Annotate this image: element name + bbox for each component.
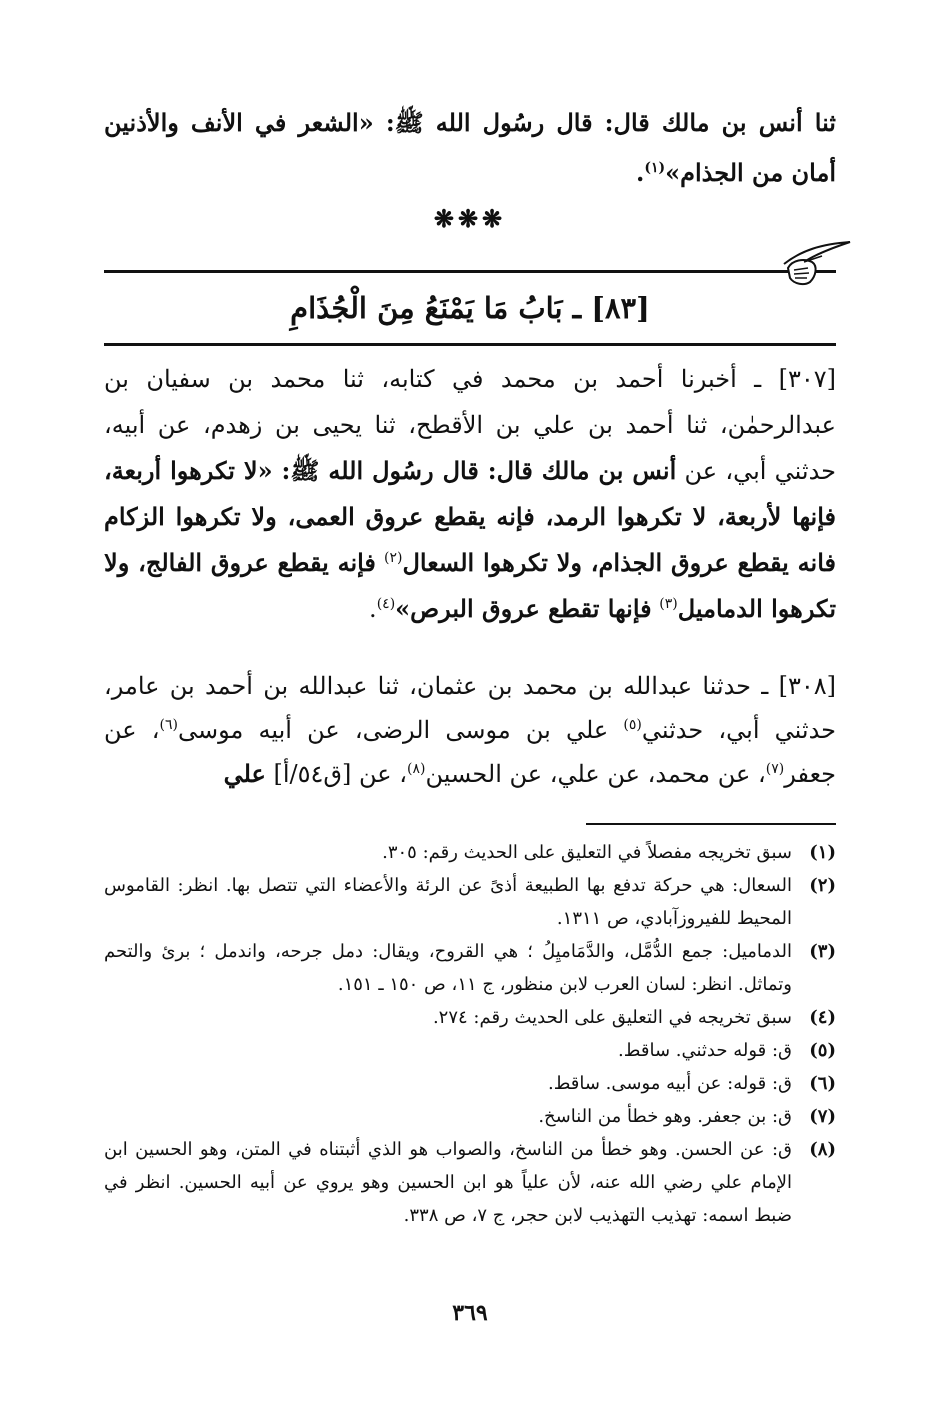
footnote-number: (٣)	[809, 941, 836, 962]
footnote-text: ق: قوله حدثني. ساقط.	[618, 1040, 792, 1061]
page-number: ٣٦٩	[452, 1300, 488, 1326]
footnote-ref-2: (٢)	[384, 550, 403, 566]
footnote-ref-7: (٧)	[765, 761, 785, 777]
footnote-ref-6: (٦)	[159, 717, 178, 733]
section-separator: ❋❋❋	[433, 204, 507, 233]
footnote-number: (٦)	[809, 1073, 836, 1094]
hadith-308-isnad-2: علي بن موسى الرضى، عن أبيه موسى	[177, 716, 609, 744]
footnote-item	[104, 1067, 836, 1100]
chapter-top-rule	[104, 270, 836, 273]
footnote-ref-3: (٣)	[659, 596, 678, 612]
intro-text: ثنا أنس بن مالك قال: قال رسُول الله ﷺ: «الشعر في الأنف والأذنين أمان من الجذام»	[104, 108, 836, 187]
footnote-number: (٧)	[809, 1106, 836, 1127]
footnote-ref-4: (٤)	[376, 596, 396, 612]
footnote-text: ق: عن الحسن. وهو خطأ من الناسخ، والصواب هو الذي أثبتناه في المتن، وهو الحسين ابن الإمام علي رضي الله عنه، لأن علياً هو ابن الحسين وهو يروي عن أبيه الحسين. انظر في ضبط اسمه: تهذيب التهذيب لابن حجر، ج ٧، ص ٣٣٨.	[104, 1139, 792, 1226]
footnotes-list	[104, 836, 836, 1232]
footnote-ref-5: (٥)	[623, 717, 642, 733]
hadith-307-end: .	[369, 595, 377, 623]
hadith-307-isnad: [٣٠٧] ـ أخبرنا أحمد بن محمد في كتابه، ثنا محمد بن سفيان بن عبدالرحمٰن، ثنا أحمد بن علي بن الأقطح، ثنا يحيى بن زهدم، عن أبيه، حدثني أبي، عن	[104, 365, 837, 485]
hadith-307-matn-end: فإنها تقطع عروق البرص»	[395, 594, 652, 623]
intro-paragraph	[104, 98, 836, 198]
footnote-separator	[586, 823, 836, 825]
footnote-ref-1: (١)	[644, 160, 666, 176]
hadith-308-isnad: [٣٠٨] ـ حدثنا عبدالله بن محمد بن عثمان، ثنا عبدالله بن أحمد بن عامر، حدثني أبي، حدثني	[104, 672, 836, 744]
footnote-number: (٤)	[809, 1007, 836, 1028]
footnote-number: (٨)	[809, 1139, 836, 1160]
footnote-text: الدماميل: جمع الدُّمَّل، والدَّمَاميِلُ ؛ هي القروح، ويقال: دمل جرحه، واندمل ؛ برئ والتحم وتماثل. انظر: لسان العرب لابن منظور، ج ١١، ص ١٥٠ ـ ١٥١.	[104, 941, 792, 995]
footnote-number: (٥)	[809, 1040, 836, 1061]
footnote-text: ق: قوله: عن أبيه موسى. ساقط.	[547, 1073, 792, 1094]
footnote-item	[104, 1133, 836, 1232]
intro-end: .	[635, 158, 645, 187]
hadith-308-isnad-5: ، عن [ق٥٤/أ]	[273, 760, 407, 788]
hadith-307-paragraph	[104, 356, 836, 632]
hadith-308-continuation: علي	[223, 759, 266, 788]
footnote-item	[104, 935, 836, 1001]
footnote-item	[104, 1034, 836, 1067]
footnote-item	[104, 869, 836, 935]
hadith-308-isnad-3: ، عن جعفر	[104, 716, 836, 788]
footnote-ref-8: (٨)	[407, 761, 426, 777]
footnote-item	[104, 1001, 836, 1034]
footnote-item	[104, 1100, 836, 1133]
hadith-308-isnad-4: ، عن محمد، عن علي، عن الحسين	[425, 760, 766, 788]
footnote-text: ق: بن جعفر. وهو خطأ من الناسخ.	[538, 1106, 792, 1127]
hadith-307-matn: أنس بن مالك قال: قال رسُول الله ﷺ: «لا تكرهوا أربعة، فإنها لأربعة، لا تكرهوا الرمد، فإنه يقطع عروق العمى، ولا تكرهوا الزكام فانه يقطع عروق الجذام، ولا تكرهوا السعال	[104, 456, 836, 577]
footnote-text: السعال: هي حركة تدفع بها الطبيعة أذىً عن الرئة والأعضاء التي تتصل بها. انظر: القاموس المحيط للفيروزآبادي، ص ١٣١١.	[104, 875, 792, 929]
footnote-number: (١)	[809, 842, 836, 863]
footnote-text: سبق تخريجه في التعليق على الحديث رقم: ٢٧٤.	[432, 1007, 792, 1028]
footnote-item	[104, 836, 836, 869]
chapter-title: [٨٣] ـ بَابُ مَا يَمْنَعُ مِنَ الْجُذَامِ	[290, 291, 650, 325]
footnote-text: سبق تخريجه مفصلاً في التعليق على الحديث رقم: ٣٠٥.	[382, 842, 792, 863]
hadith-308-paragraph	[104, 664, 836, 796]
footnote-number: (٢)	[809, 875, 836, 896]
hadith-307-matn-cont: فإنه يقطع عروق الفالج، ولا تكرهوا الدماميل	[104, 548, 836, 623]
chapter-bottom-rule	[104, 343, 836, 346]
